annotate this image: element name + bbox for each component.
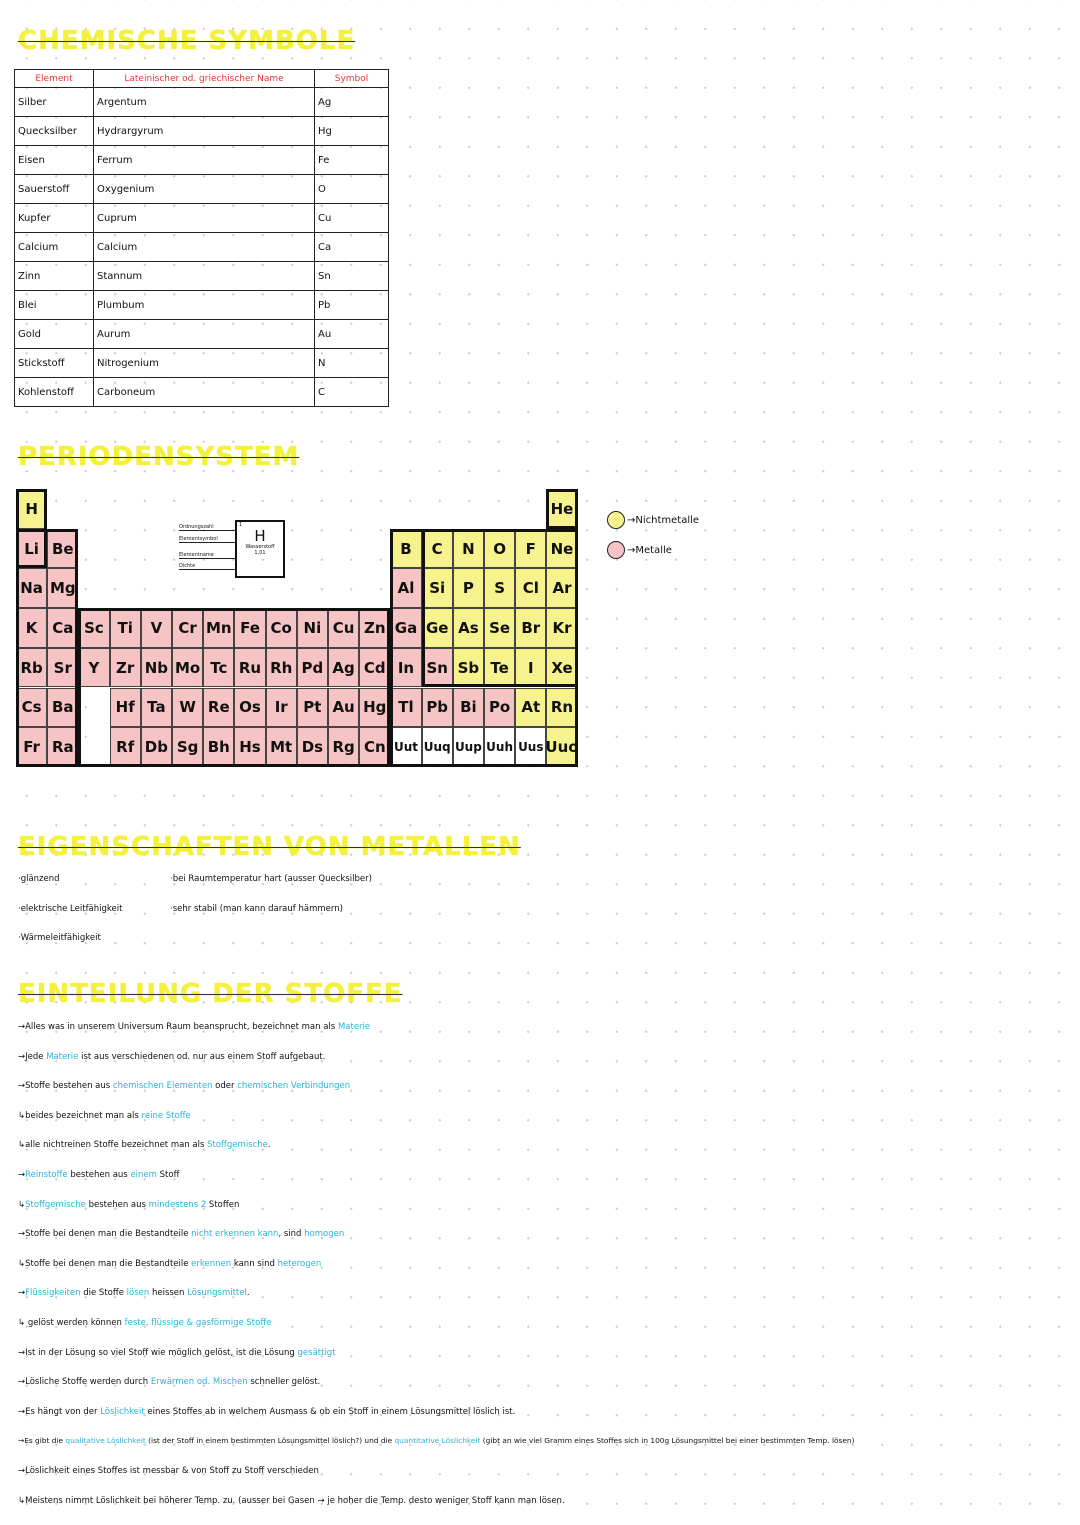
note-highlight: Lösungsmittel: [187, 1288, 247, 1299]
key-name: Wasserstoff: [245, 544, 275, 550]
element-cell: Mo: [172, 648, 203, 688]
element-cell: Li: [16, 529, 47, 569]
element-name-cell: Calcium: [15, 233, 94, 262]
legend-nonmetal-label: →Nichtmetalle: [627, 514, 700, 526]
element-cell: P: [453, 568, 484, 608]
note-line: [18, 1377, 320, 1387]
header-symbol: Symbol: [315, 70, 389, 88]
element-cell: Zn: [359, 608, 390, 648]
note-line: [18, 1288, 250, 1298]
header-element: Element: [15, 70, 94, 88]
element-cell: Cd: [359, 648, 390, 688]
note-text: →Stoffe bestehen aus: [18, 1081, 113, 1092]
note-line: [18, 1081, 350, 1091]
element-cell: Cu: [328, 608, 359, 648]
element-cell: Db: [141, 727, 172, 767]
note-text: →Stoffe bei denen man die Bestandteile: [18, 1229, 192, 1240]
heading-classification: EINTEILUNG DER STOFFE: [18, 979, 403, 1009]
note-text: →Ist in der Lösung so viel Stoff wie möglich gelöst, ist die Lösung: [18, 1347, 298, 1358]
element-cell: Re: [203, 688, 234, 728]
element-cell: I: [515, 648, 546, 688]
metal-property-shiny: ·glänzend: [18, 874, 60, 884]
legend-nonmetal-swatch: [607, 511, 625, 529]
note-text: ↳beides bezeichnet man als: [18, 1110, 142, 1121]
element-cell: Sb: [453, 648, 484, 688]
latin-name-cell: Hydrargyrum: [94, 117, 315, 146]
note-text: Stoff: [156, 1170, 180, 1180]
symbol-cell: Pb: [315, 291, 389, 320]
note-highlight: Stoffgemische: [207, 1140, 268, 1151]
note-highlight: Löslichkeit: [100, 1406, 145, 1417]
note-line: [18, 1052, 325, 1062]
note-text: →Alles was in unserem Universum Raum beansprucht, bezeichnet man als: [18, 1022, 338, 1032]
note-line: [18, 1407, 515, 1417]
element-cell: Ra: [47, 727, 78, 767]
element-cell: Br: [515, 608, 546, 648]
element-cell: Sg: [172, 727, 203, 767]
element-cell: Hf: [110, 688, 141, 728]
table-row: [15, 117, 389, 146]
element-cell: Bi: [453, 688, 484, 728]
element-cell: Pd: [297, 648, 328, 688]
element-name-cell: Zinn: [15, 262, 94, 291]
legend-nonmetals: [607, 511, 699, 529]
element-cell: Uuh: [484, 727, 515, 767]
note-highlight: Materie: [337, 1022, 371, 1032]
metal-property-heat-conductivity: ·Wärmeleitfähigkeit: [18, 933, 101, 943]
table-row: [15, 349, 389, 378]
note-line: [18, 1111, 191, 1121]
note-text: ↳: [18, 1199, 26, 1210]
note-highlight: einem: [130, 1170, 157, 1180]
element-cell: At: [515, 688, 546, 728]
key-density: 1,01: [254, 550, 266, 556]
note-highlight: Reinstoffe: [25, 1170, 68, 1180]
note-highlight: lösen: [126, 1288, 150, 1299]
element-cell: V: [141, 608, 172, 648]
note-line: [18, 1436, 855, 1445]
symbol-cell: Ag: [315, 88, 389, 117]
note-highlight: qualitative Löslichkeit: [65, 1436, 146, 1446]
element-cell: Mt: [266, 727, 297, 767]
key-label-atomic-number: Ordnungszahl: [179, 524, 235, 531]
element-cell: Cn: [359, 727, 390, 767]
latin-name-cell: Calcium: [94, 233, 315, 262]
element-cell: Fr: [16, 727, 47, 767]
element-cell: Be: [47, 529, 78, 569]
element-cell: Se: [484, 608, 515, 648]
element-cell: Ds: [297, 727, 328, 767]
element-cell: H: [16, 489, 47, 529]
note-text: bestehen aus: [67, 1170, 131, 1180]
element-cell: Uuq: [422, 727, 453, 767]
note-text: →Jede: [18, 1051, 47, 1062]
note-text: ↳Stoffe bei denen man die Bestandteile: [18, 1258, 192, 1269]
note-line: [18, 1022, 370, 1032]
element-cell: Ge: [422, 608, 453, 648]
element-cell: Ir: [266, 688, 297, 728]
element-cell: Ca: [47, 608, 78, 648]
latin-name-cell: Nitrogenium: [94, 349, 315, 378]
note-line: [18, 1229, 344, 1239]
element-cell: Xe: [546, 648, 577, 688]
note-text: →Lösliche Stoffe werden durch: [18, 1377, 151, 1388]
note-text: ↳Meistens nimmt Löslichkeit bei höherer Temp. zu. (ausser bei Gasen → je hoher die Temp. desto weniger Stoff kann man lösen.: [18, 1495, 565, 1506]
element-cell: Sn: [422, 648, 453, 688]
element-cell: Si: [422, 568, 453, 608]
key-symbol: H: [254, 527, 266, 545]
key-label-density: Dichte: [179, 563, 235, 570]
element-cell: Te: [484, 648, 515, 688]
element-cell: Sc: [78, 608, 109, 648]
note-highlight: feste, flüssige & gasförmige Stoffe: [124, 1318, 272, 1328]
note-highlight: Flüssigkeiten: [25, 1288, 81, 1299]
element-cell: Au: [328, 688, 359, 728]
note-line: [18, 1496, 565, 1506]
element-cell: N: [453, 529, 484, 569]
note-text: →: [18, 1170, 26, 1180]
symbol-cell: Au: [315, 320, 389, 349]
note-highlight: chemischen Verbindungen: [237, 1081, 351, 1092]
note-text: ↳ gelöst werden können: [18, 1318, 125, 1328]
element-name-cell: Eisen: [15, 146, 94, 175]
element-cell: Pb: [422, 688, 453, 728]
note-text: →Es hängt von der: [18, 1406, 101, 1417]
note-text: .: [246, 1288, 250, 1299]
table-row: [15, 88, 389, 117]
element-name-cell: Blei: [15, 291, 94, 320]
table-row: [15, 233, 389, 262]
note-text: .: [267, 1140, 271, 1151]
symbol-cell: C: [315, 378, 389, 407]
symbols-table: [14, 69, 389, 407]
note-line: [18, 1259, 321, 1269]
element-cell: Ne: [546, 529, 577, 569]
element-cell: F: [515, 529, 546, 569]
legend-metals: [607, 541, 672, 559]
element-cell: Ti: [110, 608, 141, 648]
periodic-table: [16, 489, 581, 768]
element-cell: Uup: [453, 727, 484, 767]
note-text: eines Stoffes ab in welchem Ausmass & ob ein Stoff in einem Lösungsmittel löslich ist.: [144, 1406, 516, 1417]
element-cell: Mn: [203, 608, 234, 648]
note-text: →Es gibt die: [18, 1436, 66, 1446]
table-row: [15, 291, 389, 320]
latin-name-cell: Stannum: [94, 262, 315, 291]
table-row: [15, 204, 389, 233]
element-name-cell: Kupfer: [15, 204, 94, 233]
note-line: [18, 1200, 239, 1210]
symbol-cell: Fe: [315, 146, 389, 175]
element-cell: Ag: [328, 648, 359, 688]
element-cell: Hs: [234, 727, 265, 767]
element-cell: S: [484, 568, 515, 608]
note-text: Stoffen: [206, 1199, 240, 1210]
legend-metal-label: →Metalle: [627, 544, 672, 556]
element-cell: Na: [16, 568, 47, 608]
note-line: [18, 1466, 319, 1476]
note-text: bestehen aus: [85, 1199, 149, 1210]
note-text: heissen: [149, 1288, 188, 1299]
element-cell: Rn: [546, 688, 577, 728]
element-cell: Ta: [141, 688, 172, 728]
element-cell: Al: [390, 568, 421, 608]
note-text: , sind: [278, 1229, 305, 1240]
element-cell: Rb: [16, 648, 47, 688]
note-highlight: chemischen Elementen: [112, 1081, 213, 1092]
element-cell: Y: [78, 648, 109, 688]
element-cell: Zr: [110, 648, 141, 688]
element-key-sample: [179, 520, 281, 576]
element-cell: W: [172, 688, 203, 728]
element-cell: Uuo: [546, 727, 577, 767]
element-cell: Nb: [141, 648, 172, 688]
element-name-cell: Kohlenstoff: [15, 378, 94, 407]
element-name-cell: Sauerstoff: [15, 175, 94, 204]
element-cell: Hg: [359, 688, 390, 728]
note-text: kann sind: [231, 1258, 278, 1269]
symbol-cell: Ca: [315, 233, 389, 262]
element-cell: Rh: [266, 648, 297, 688]
note-text: schneller gelöst.: [247, 1377, 321, 1388]
table-row: [15, 262, 389, 291]
latin-name-cell: Argentum: [94, 88, 315, 117]
metal-property-stable: ·sehr stabil (man kann darauf hämmern): [170, 904, 343, 914]
key-label-symbol: Elementsymbol: [179, 536, 235, 543]
note-highlight: nicht erkennen kann: [191, 1229, 279, 1240]
element-cell: Co: [266, 608, 297, 648]
element-cell: Po: [484, 688, 515, 728]
table-header-row: [15, 70, 389, 88]
element-cell: Sr: [47, 648, 78, 688]
symbol-cell: Hg: [315, 117, 389, 146]
note-highlight: erkennen: [191, 1258, 232, 1269]
element-cell: Ga: [390, 608, 421, 648]
note-text: (gibt an wie viel Gramm eines Stoffes sich in 100g Lösungsmittel bei einer bestimmten Temp. lösen): [480, 1436, 855, 1446]
symbol-cell: Sn: [315, 262, 389, 291]
note-text: ist aus verschiedenen od. nur aus einem Stoff aufgebaut.: [78, 1051, 326, 1062]
element-name-cell: Stickstoff: [15, 349, 94, 378]
element-cell: Pt: [297, 688, 328, 728]
symbols-table-body: [15, 88, 389, 407]
note-line: [18, 1170, 179, 1180]
element-cell: Bh: [203, 727, 234, 767]
note-highlight: gesättigt: [297, 1347, 336, 1358]
note-line: [18, 1318, 271, 1328]
table-row: [15, 378, 389, 407]
element-cell: Cr: [172, 608, 203, 648]
note-highlight: Materie: [46, 1051, 79, 1062]
note-text: oder: [212, 1081, 238, 1092]
element-name-cell: Quecksilber: [15, 117, 94, 146]
latin-name-cell: Aurum: [94, 320, 315, 349]
symbol-cell: Cu: [315, 204, 389, 233]
legend-metal-swatch: [607, 541, 625, 559]
element-cell: Tl: [390, 688, 421, 728]
element-cell: Uut: [390, 727, 421, 767]
note-highlight: reine Stoffe: [141, 1110, 191, 1121]
key-cell: [235, 520, 285, 578]
element-cell: Os: [234, 688, 265, 728]
latin-name-cell: Cuprum: [94, 204, 315, 233]
key-label-name: Elementname: [179, 552, 235, 559]
element-cell: Ar: [546, 568, 577, 608]
element-cell: Uus: [515, 727, 546, 767]
symbol-cell: N: [315, 349, 389, 378]
element-cell: Ru: [234, 648, 265, 688]
element-cell: Cl: [515, 568, 546, 608]
heading-periodic-table: PERIODENSYSTEM: [18, 442, 300, 472]
symbol-cell: O: [315, 175, 389, 204]
element-cell: O: [484, 529, 515, 569]
element-cell: He: [546, 489, 577, 529]
element-cell: B: [390, 529, 421, 569]
element-cell: Rg: [328, 727, 359, 767]
note-highlight: mindestens 2: [148, 1199, 207, 1210]
note-text: →: [18, 1288, 26, 1299]
note-highlight: Erwärmen od. Mischen: [150, 1377, 248, 1388]
table-row: [15, 146, 389, 175]
key-number: 1: [239, 522, 243, 528]
metal-property-hard: ·bei Raumtemperatur hart (ausser Quecksilber): [170, 874, 372, 884]
note-highlight: Stoffgemische: [25, 1199, 86, 1210]
element-cell: Ni: [297, 608, 328, 648]
note-text: die Stoffe: [80, 1288, 127, 1299]
element-cell: In: [390, 648, 421, 688]
element-name-cell: Silber: [15, 88, 94, 117]
element-cell: Tc: [203, 648, 234, 688]
note-text: →Löslichkeit eines Stoffes ist messbar & von Stoff zu Stoff verschieden: [18, 1466, 319, 1476]
element-cell: Ba: [47, 688, 78, 728]
metal-property-conductivity: ·elektrische Leitfähigkeit: [18, 904, 123, 914]
heading-metal-properties: EIGENSCHAFTEN VON METALLEN: [18, 832, 521, 862]
note-text: ↳alle nichtreinen Stoffe bezeichnet man als: [18, 1140, 208, 1151]
element-cell: K: [16, 608, 47, 648]
table-row: [15, 320, 389, 349]
note-highlight: quantitative Löslichkeit: [394, 1436, 481, 1446]
header-latin-name: Lateinischer od. griechischer Name: [94, 70, 315, 88]
table-row: [15, 175, 389, 204]
latin-name-cell: Oxygenium: [94, 175, 315, 204]
element-cell: Mg: [47, 568, 78, 608]
element-cell: Fe: [234, 608, 265, 648]
latin-name-cell: Carboneum: [94, 378, 315, 407]
note-text: (ist der Stoff in einem bestimmten Lösungsmittel löslich?) und die: [145, 1436, 395, 1446]
element-name-cell: Gold: [15, 320, 94, 349]
latin-name-cell: Plumbum: [94, 291, 315, 320]
latin-name-cell: Ferrum: [94, 146, 315, 175]
heading-symbols: CHEMISCHE SYMBOLE: [18, 26, 356, 56]
note-highlight: homogen: [304, 1229, 345, 1240]
element-cell: Cs: [16, 688, 47, 728]
element-cell: Rf: [110, 727, 141, 767]
element-cell: C: [422, 529, 453, 569]
element-cell: Kr: [546, 608, 577, 648]
note-line: [18, 1348, 336, 1358]
note-highlight: heterogen: [277, 1258, 322, 1269]
element-cell: As: [453, 608, 484, 648]
note-line: [18, 1140, 271, 1150]
